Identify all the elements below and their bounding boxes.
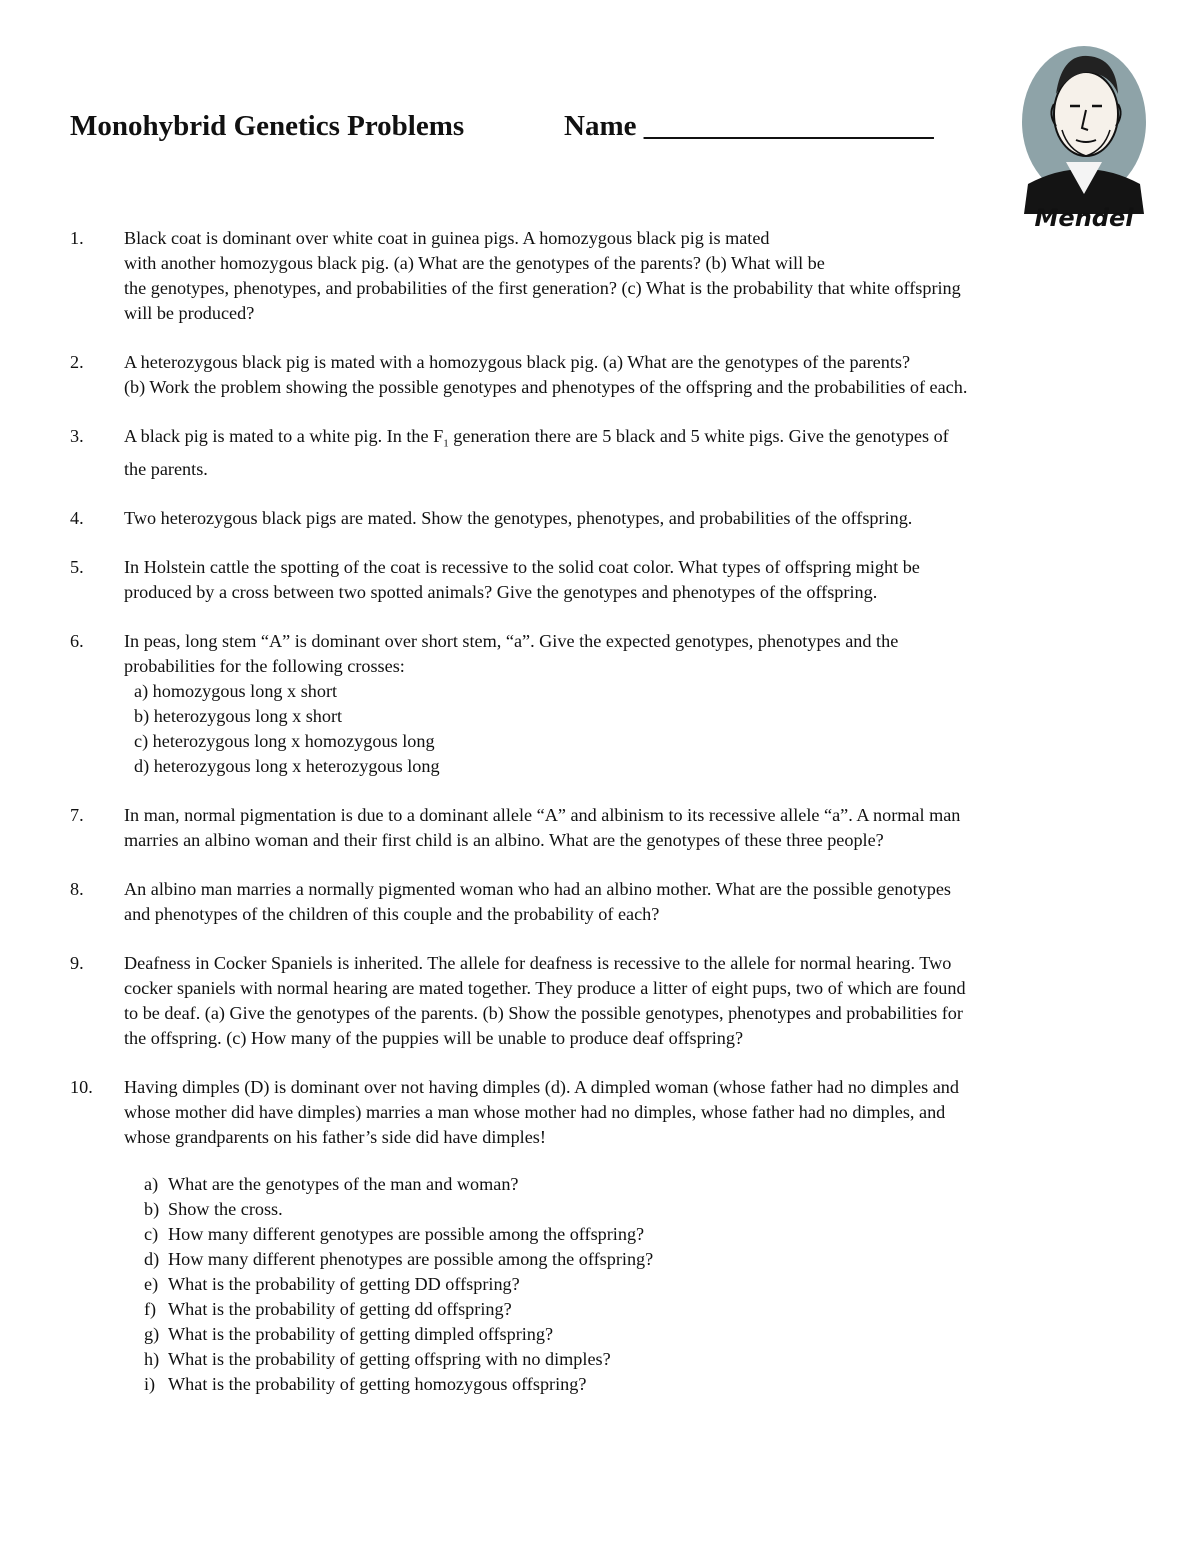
signature-text: Mendel [1034, 204, 1134, 232]
list-item: i) What is the probability of getting homozygous offspring? [144, 1373, 587, 1394]
name-field: Name ____________________ [564, 110, 934, 142]
question-number: 6. [70, 630, 84, 651]
list-item: f) What is the probability of getting dd offspring? [144, 1298, 512, 1319]
question-8: 8. An albino man marries a normally pigmented woman who had an albino mother. What are the possible genotypes and phenotypes of the children of this couple and the probability of each? [70, 878, 951, 924]
question-number: 7. [70, 804, 84, 825]
list-item: d) How many different phenotypes are possible among the offspring? [144, 1248, 654, 1269]
question-3: 3. A black pig is mated to a white pig. In the $F_1$ generation there are 5 black and 5 white pigs. Give the genotypes of the parents. [70, 426, 949, 479]
list-item: a) homozygous long x short [134, 680, 338, 701]
question-9: 9. Deafness in Cocker Spaniels is inherited. The allele for deafness is recessive to the allele for normal hearing. Two cocker spaniels with normal hearing are mated together. They produce a litter of eight pups, two of which are found to be deaf. (a) Give the genotypes of the parents. (b) Show the possible genotypes, phenotypes and probabilities for the offspring. (c) How many of the puppies will be unable to produce deaf offspring? [70, 952, 966, 1048]
list-item: h) What is the probability of getting offspring with no dimples? [144, 1348, 611, 1369]
list-item: b) Show the cross. [144, 1198, 283, 1219]
question-1: 1. Black coat is dominant over white coat in guinea pigs. A homozygous black pig is mated with another homozygous black pig. (a) What are the genotypes of the parents? (b) What will be the genotypes, phenotypes, and probabilities of the first generation? (c) What is the probability that white offspring will be produced? [70, 228, 961, 323]
question-6: 6. In peas, long stem “A” is dominant over short stem, “a”. Give the expected genotypes, phenotypes and the probabilities for the following crosses: a) homozygous long x short b) heterozygous long x short c) heterozygous long x homozygous long d) heterozygous long x heterozygous long [70, 629, 1150, 779]
sub-question-list [124, 1172, 1150, 1397]
list-item: d) heterozygous long x heterozygous long [134, 755, 440, 776]
list-item: g) What is the probability of getting dimpled offspring? [144, 1323, 554, 1344]
question-7: 7. In man, normal pigmentation is due to a dominant allele “A” and albinism to its recessive allele “a”. A normal man marries an albino woman and their first child is an albino. What are the genotypes of these three people? [70, 804, 961, 850]
list-item: b) heterozygous long x short [134, 705, 343, 726]
question-number: 4. [70, 507, 84, 528]
question-4: 4. Two heterozygous black pigs are mated. Show the genotypes, phenotypes, and probabilities of the offspring. [70, 506, 1150, 531]
question-number: 2. [70, 352, 84, 372]
question-5: 5. In Holstein cattle the spotting of the coat is recessive to the solid coat color. What types of offspring might be produced by a cross between two spotted animals? Give the genotypes and phenotypes of the offspring. [70, 556, 920, 602]
question-number: 10. [70, 1076, 93, 1097]
mendel-portrait [1018, 34, 1158, 234]
sub-question-list [124, 679, 1150, 779]
page-header [70, 106, 934, 146]
list-item: a) What are the genotypes of the man and woman? [144, 1173, 519, 1194]
question-number: 8. [70, 878, 84, 899]
question-number: 3. [70, 426, 84, 446]
page-title: Monohybrid Genetics Problems [70, 110, 465, 142]
questions-list [70, 226, 1150, 1397]
list-item: c) How many different genotypes are possible among the offspring? [144, 1223, 645, 1244]
question-10: 10. Having dimples (D) is dominant over not having dimples (d). A dimpled woman (whose father had no dimples and whose mother did have dimples) marries a man whose mother had no dimples, whose father had no dimples, and whose grandparents on his father’s side did have dimples! a) What are the genotypes of the man and woman? b) Show the cross. c) How many different genotypes are possible among the offspring? d) How many different phenotypes are possible among the offspring? e) What is the probability of getting DD offspring? f) What is the probability of getting dd offspring? g) What is the probability of getting dimpled offspring? h) What is the probability of getting offspring with no dimples? i) What is the probability of getting homozygous offspring? [70, 1075, 1150, 1397]
question-number: 9. [70, 952, 84, 973]
question-number: 1. [70, 228, 84, 248]
list-item: e) What is the probability of getting DD offspring? [144, 1273, 520, 1294]
list-item: c) heterozygous long x homozygous long [134, 730, 435, 751]
question-number: 5. [70, 556, 84, 577]
question-2: 2. A heterozygous black pig is mated with a homozygous black pig. (a) What are the genotypes of the parents? (b) Work the problem showing the possible genotypes and phenotypes of the offspring and the probabilities of each. [70, 352, 968, 397]
